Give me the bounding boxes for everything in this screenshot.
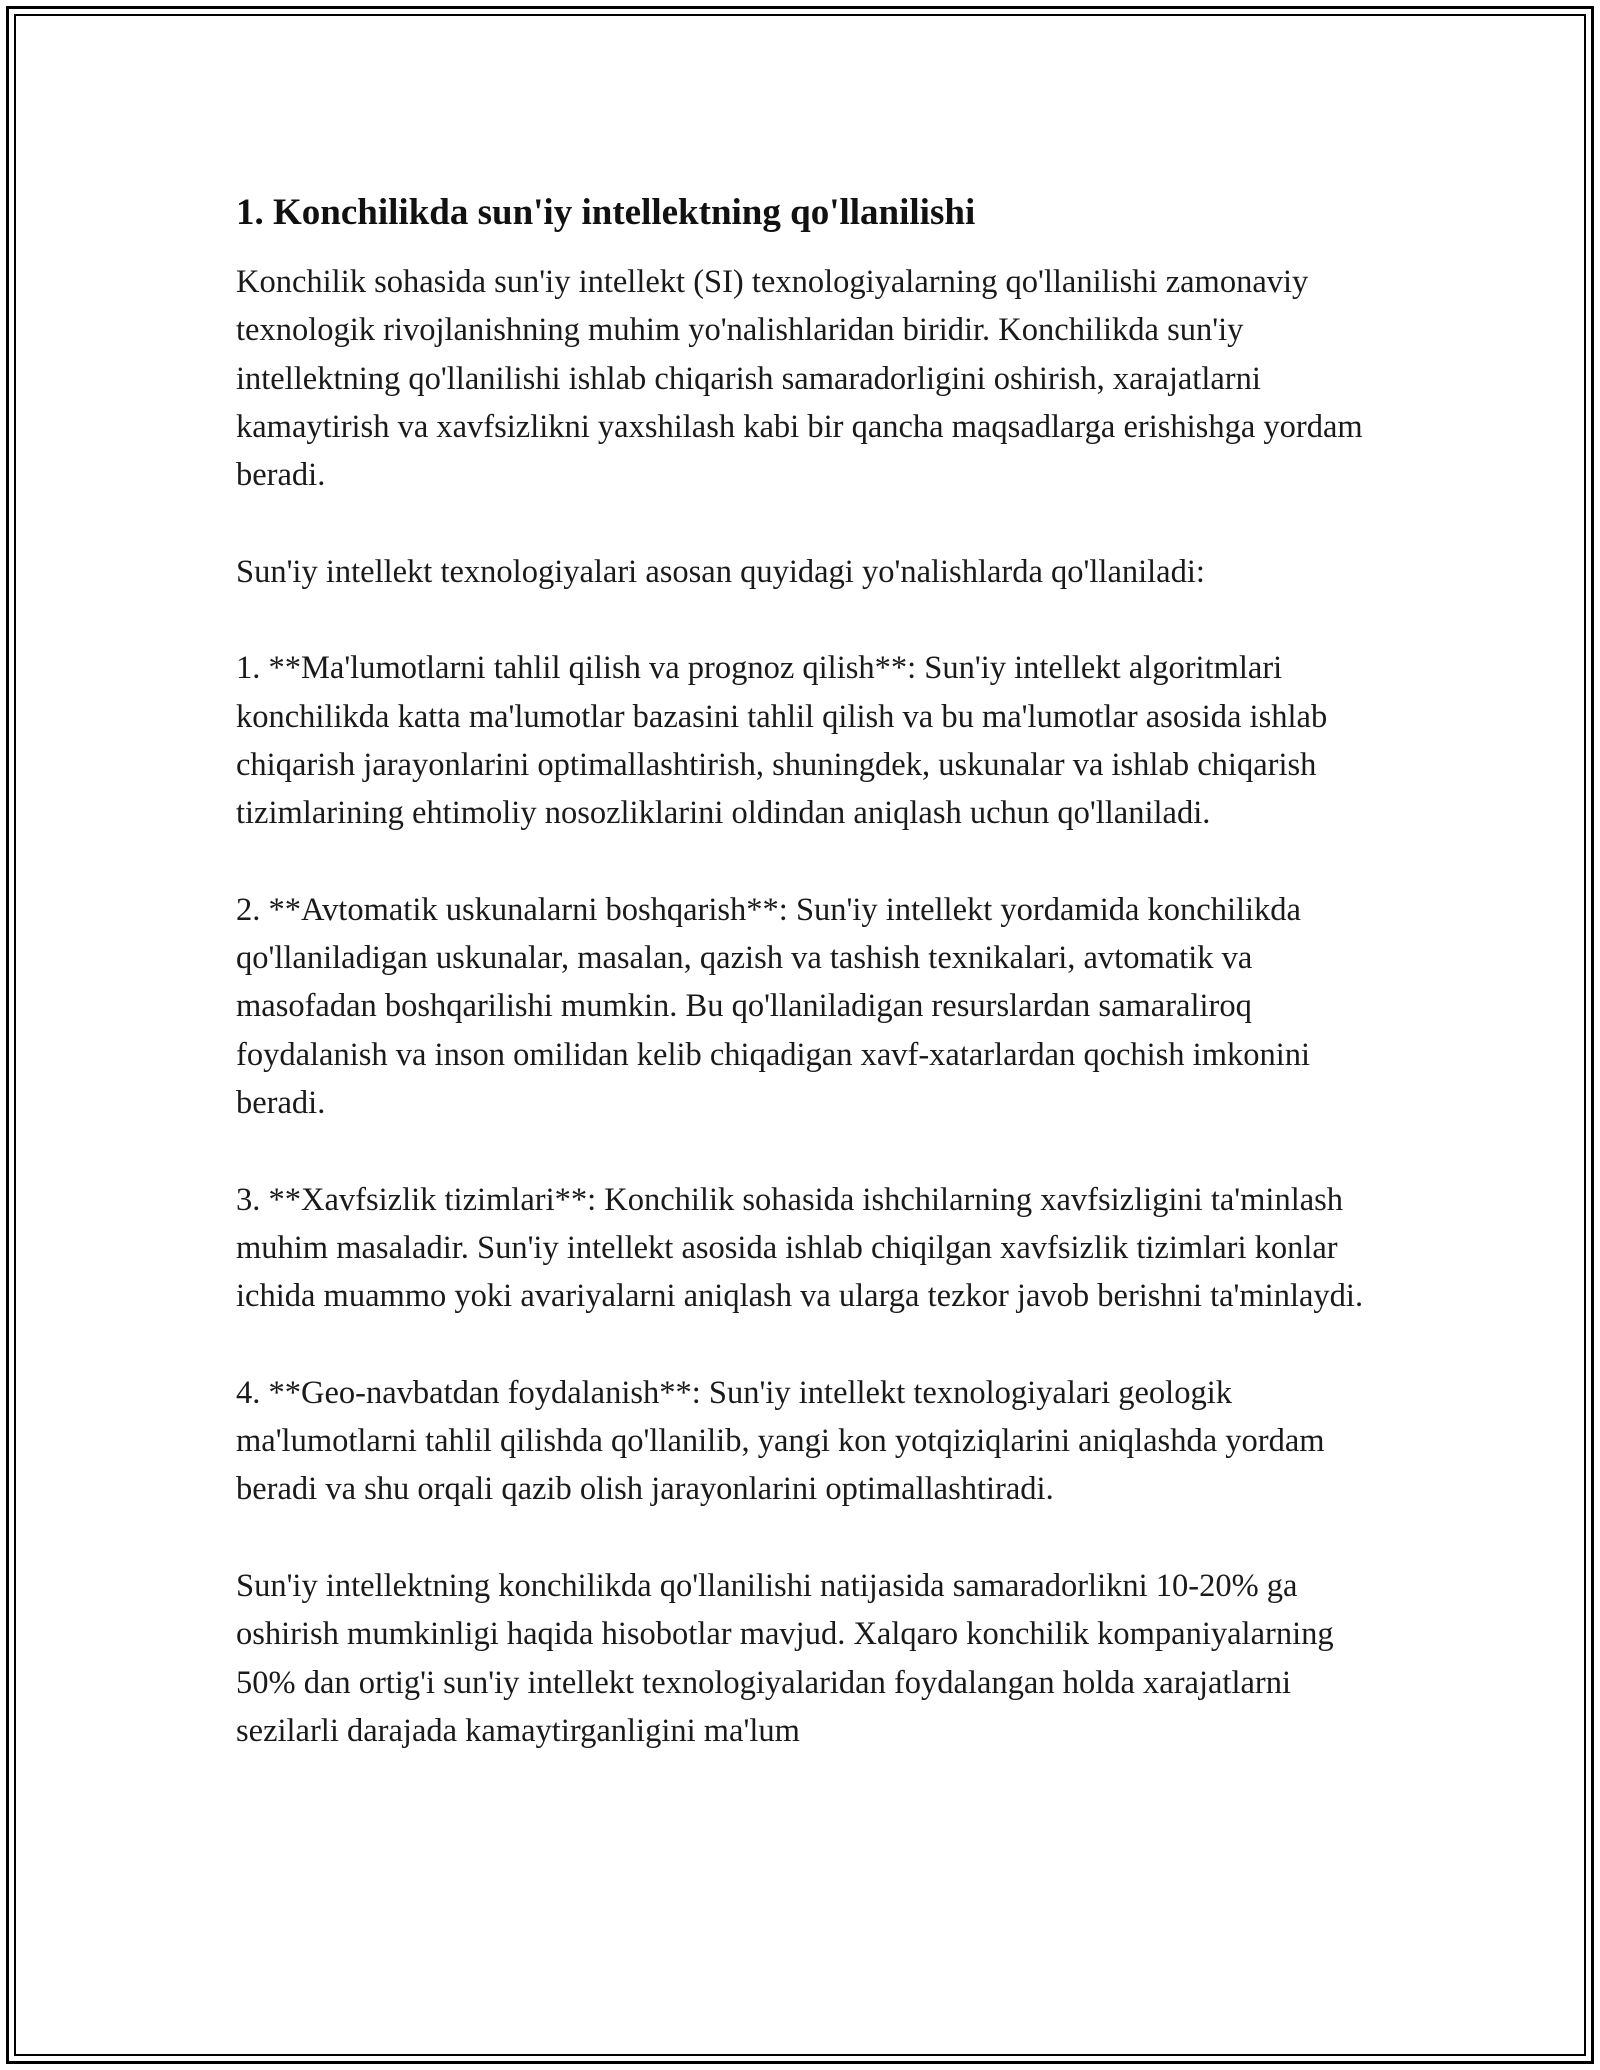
paragraph-intro: Konchilik sohasida sun'iy intellekt (SI) texnologiyalarning qo'llanilishi zamonaviy texnologik rivojlanishning muhim yo'nalishlaridan biridir. Konchilikda sun'iy intellektning qo'llanilishi ishlab chiqarish samaradorligini oshirish, xarajatlarni kamaytirish va xavfsizlikni yaxshilash kabi bir qancha maqsadlarga erishishga yordam beradi. <box>236 264 1363 494</box>
paragraph-conclusion: Sun'iy intellektning konchilikda qo'llanilishi natijasida samaradorlikni 10-20% ga oshirish mumkinligi haqida hisobotlar mavjud. Xalqaro konchilik kompaniyalarning 50% dan ortig'i sun'iy intellekt texnologiyalaridan foydalangan holda xarajatlarni sezilarli darajada kamaytirganligini ma'lum <box>236 1568 1334 1749</box>
list-item-automatic-equipment: 2. **Avtomatik uskunalarni boshqarish**: Sun'iy intellekt yordamida konchilikda qo'llaniladigan uskunalar, masalan, qazish va tashish texnikalari, avtomatik va masofadan boshqarilishi mumkin. Bu qo'llaniladigan resurslardan samaraliroq foydalanish va inson omilidan kelib chiqadigan xavf-xatarlardan qochish imkonini beradi. <box>236 891 1311 1122</box>
list-item-geo-usage: 4. **Geo-navbatdan foydalanish**: Sun'iy intellekt texnologiyalari geologik ma'lumotlarni tahlil qilishda qo'llanilib, yangi kon yotqiziqlarini aniqlashda yordam beradi va shu orqali qazib olish jarayonlarini optimallashtiradi. <box>236 1374 1325 1508</box>
list-item-safety-systems: 3. **Xavfsizlik tizimlari**: Konchilik sohasida ishchilarning xavfsizligini ta'minlash muhim masaladir. Sun'iy intellekt asosida ishlab chiqilgan xavfsizlik tizimlari konlar ichida muammo yoki avariyalarni aniqlash va ularga tezkor javob berishni ta'minlaydi. <box>236 1181 1364 1315</box>
paragraph-directions-lead: Sun'iy intellekt texnologiyalari asosan quyidagi yo'nalishlarda qo'llaniladi: <box>236 553 1205 590</box>
section-heading: 1. Konchilikda sun'iy intellektning qo'llanilishi <box>236 192 976 233</box>
list-item-data-analysis: 1. **Ma'lumotlarni tahlil qilish va prognoz qilish**: Sun'iy intellekt algoritmlari konchilikda katta ma'lumotlar bazasini tahlil qilish va bu ma'lumotlar asosida ishlab chiqarish jarayonlarini optimallashtirish, shuningdek, uskunalar va ishlab chiqarish tizimlarining ehtimoliy nosozliklarini oldindan aniqlash uchun qo'llaniladi. <box>236 650 1328 832</box>
document-page <box>236 188 1386 1755</box>
